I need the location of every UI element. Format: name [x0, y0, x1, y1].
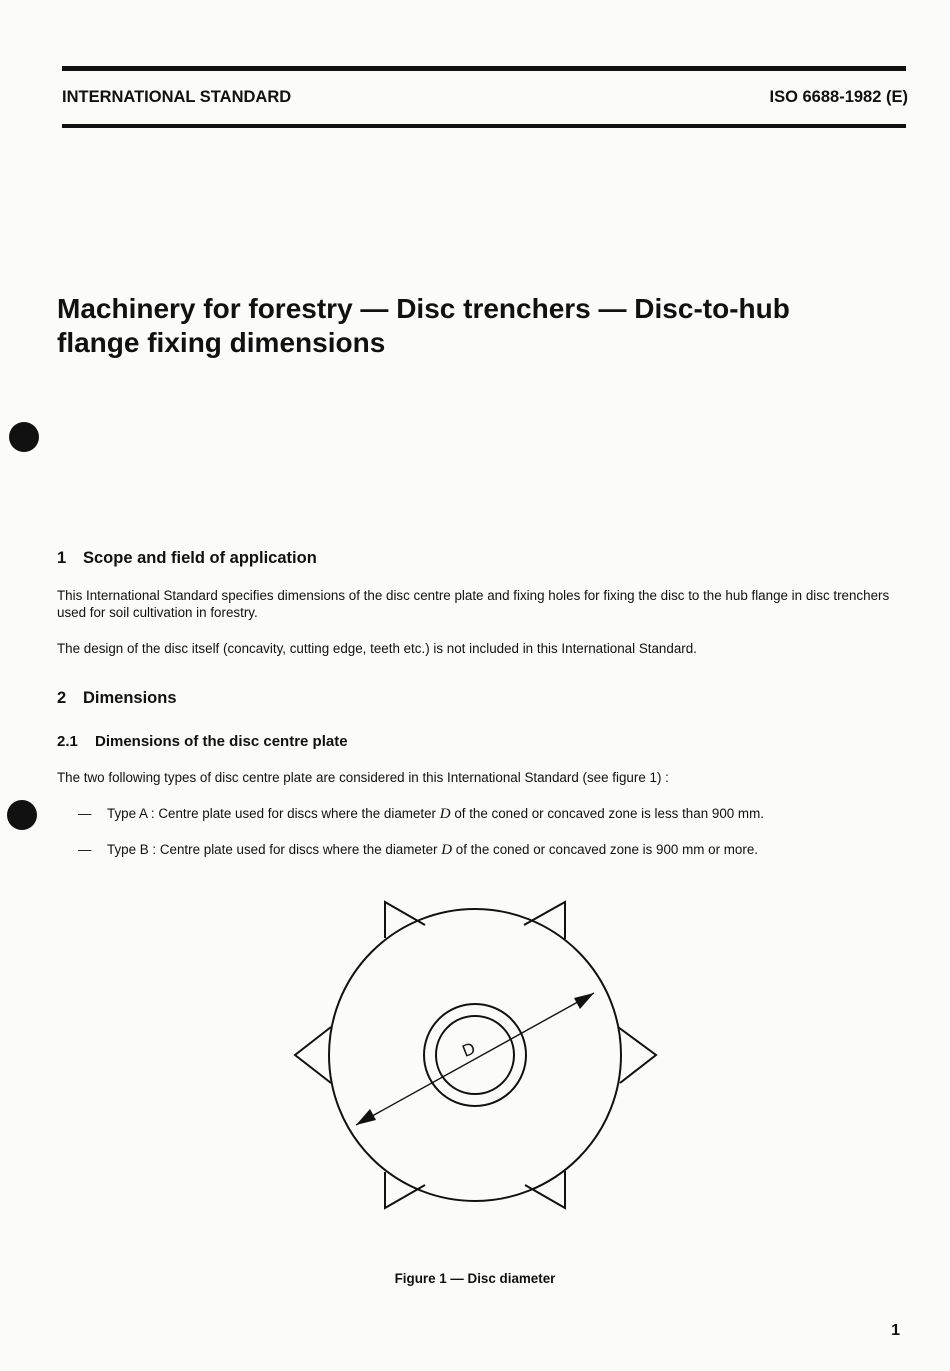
- bullet-dash: —: [78, 806, 92, 821]
- header-standard-label: INTERNATIONAL STANDARD: [62, 88, 292, 106]
- section-1-paragraph-1: This International Standard specifies dimensions of the disc centre plate and fixing holes for fixing the disc to the hub flange in disc trenchers used for soil cultivation in forestry.: [57, 588, 890, 620]
- variable-d: D: [441, 842, 453, 858]
- section-2-title: Dimensions: [83, 689, 177, 707]
- disc-tooth: [295, 1027, 331, 1083]
- diameter-arrowhead: [356, 1109, 376, 1125]
- disc-tooth: [618, 1027, 656, 1083]
- header-standard-number: ISO 6688-1982 (E): [769, 88, 908, 106]
- section-2-heading: [57, 689, 177, 708]
- punch-hole-mark: [9, 422, 39, 452]
- type-a-text-start: Type A : Centre plate used for discs where the diameter: [107, 806, 436, 821]
- punch-hole-mark: [7, 800, 37, 830]
- diameter-label: D: [459, 1038, 479, 1061]
- section-1-paragraph-2: The design of the disc itself (concavity, cutting edge, teeth etc.) is not included in this International Standard.: [57, 641, 697, 656]
- section-1-title: Scope and field of application: [83, 549, 317, 567]
- bullet-dash: —: [78, 842, 92, 857]
- page-number: 1: [891, 1322, 900, 1339]
- list-item-type-b: [78, 841, 758, 859]
- header-rule-bottom: [62, 124, 906, 128]
- section-1-heading: [57, 549, 317, 568]
- header-rule-top: [62, 66, 906, 71]
- title-line-1: Machinery for forestry — Disc trenchers — Disc-to-hub: [57, 293, 790, 324]
- section-2-1-title: Dimensions of the disc centre plate: [95, 733, 348, 750]
- section-2-1-number: 2.1: [57, 733, 78, 750]
- section-2-number: 2: [57, 689, 67, 707]
- figure-caption: Figure 1 — Disc diameter: [394, 1271, 556, 1286]
- disc-diagram: [288, 895, 664, 1225]
- type-a-text-end: of the coned or concaved zone is less than 900 mm.: [454, 806, 764, 821]
- type-b-text-start: Type B : Centre plate used for discs where the diameter: [107, 842, 438, 857]
- section-2-1-heading: [57, 733, 348, 750]
- diameter-arrowhead: [574, 993, 594, 1009]
- section-2-1-intro: The two following types of disc centre plate are considered in this International Standard (see figure 1) :: [57, 770, 669, 785]
- section-1-number: 1: [57, 549, 67, 567]
- variable-d: D: [439, 806, 451, 822]
- list-item-type-a: [78, 805, 764, 823]
- document-title: [57, 292, 907, 360]
- type-b-text-end: of the coned or concaved zone is 900 mm or more.: [455, 842, 758, 857]
- title-line-2: flange fixing dimensions: [57, 327, 386, 358]
